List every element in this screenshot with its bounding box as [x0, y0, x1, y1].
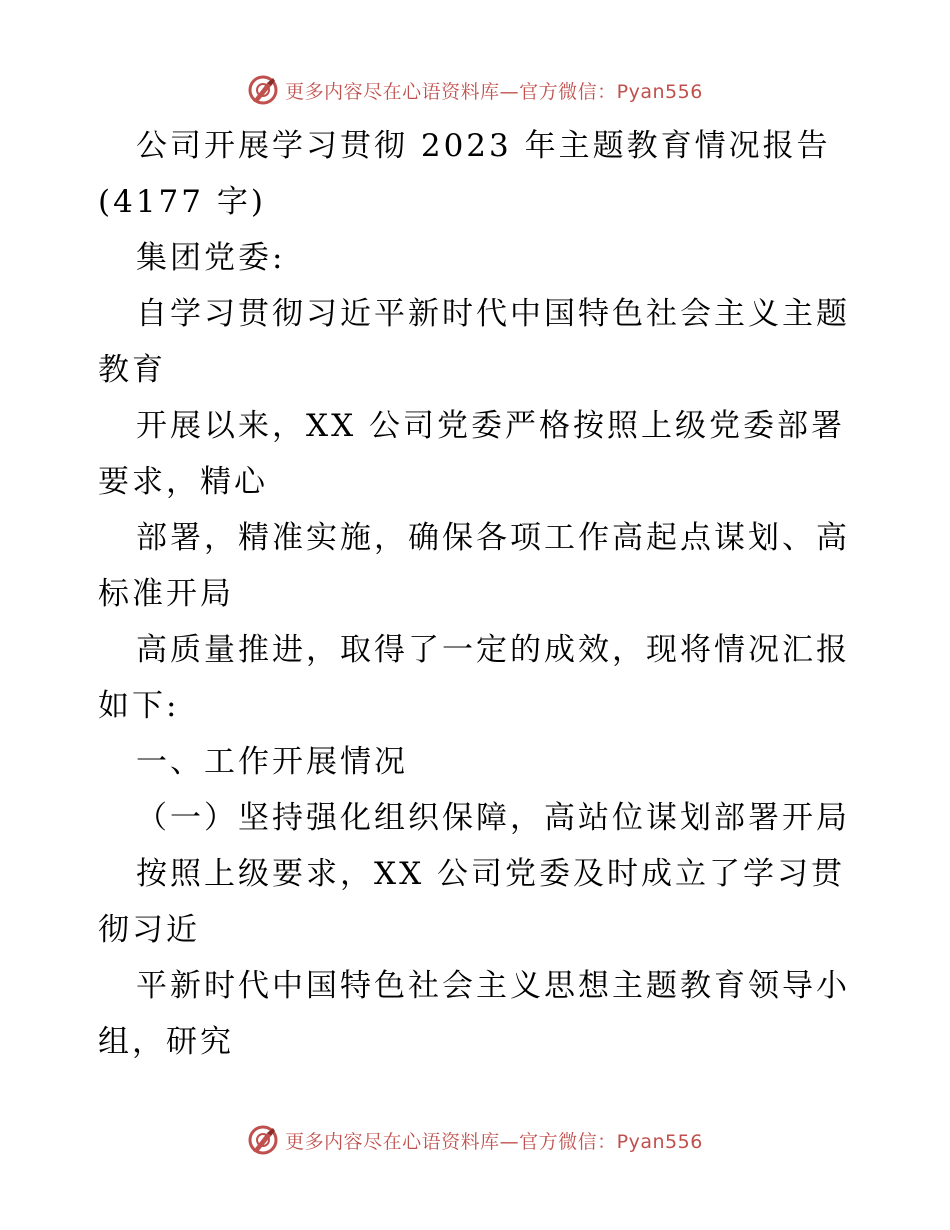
watermark-header	[0, 70, 950, 110]
text-line: 开展以来，XX 公司党委严格按照上级党委部署	[136, 408, 845, 444]
text-line: 公司开展学习贯彻 2023 年主题教育情况报告	[136, 128, 831, 164]
text-line: 要求，精心	[98, 464, 268, 500]
text-line: 一、工作开展情况	[136, 744, 408, 780]
text-line: 高质量推进，取得了一定的成效，现将情况汇报	[136, 632, 850, 668]
text-line: 如下:	[98, 688, 180, 724]
text-line: 标准开局	[98, 576, 234, 612]
document-body	[98, 118, 858, 1070]
text-line: 彻习近	[98, 912, 200, 948]
text-line: 教育	[98, 352, 166, 388]
text-line: (4177 字)	[98, 184, 266, 220]
text-line: 自学习贯彻习近平新时代中国特色社会主义主题	[136, 296, 850, 332]
pen-in-circle-icon	[247, 74, 279, 106]
pen-in-circle-icon	[247, 1124, 279, 1156]
text-line: 平新时代中国特色社会主义思想主题教育领导小	[136, 968, 850, 1004]
text-line: 集团党委:	[136, 240, 286, 276]
watermark-text: 更多内容尽在心语资料库—官方微信：Pyan556	[285, 1130, 703, 1153]
text-line: 部署，精准实施，确保各项工作高起点谋划、高	[136, 520, 850, 556]
text-line: 按照上级要求，XX 公司党委及时成立了学习贯	[136, 856, 845, 892]
watermark-text: 更多内容尽在心语资料库—官方微信：Pyan556	[285, 80, 703, 103]
watermark-footer	[0, 1120, 950, 1160]
text-line: 组，研究	[98, 1024, 234, 1060]
text-line: （一）坚持强化组织保障，高站位谋划部署开局	[136, 800, 850, 836]
